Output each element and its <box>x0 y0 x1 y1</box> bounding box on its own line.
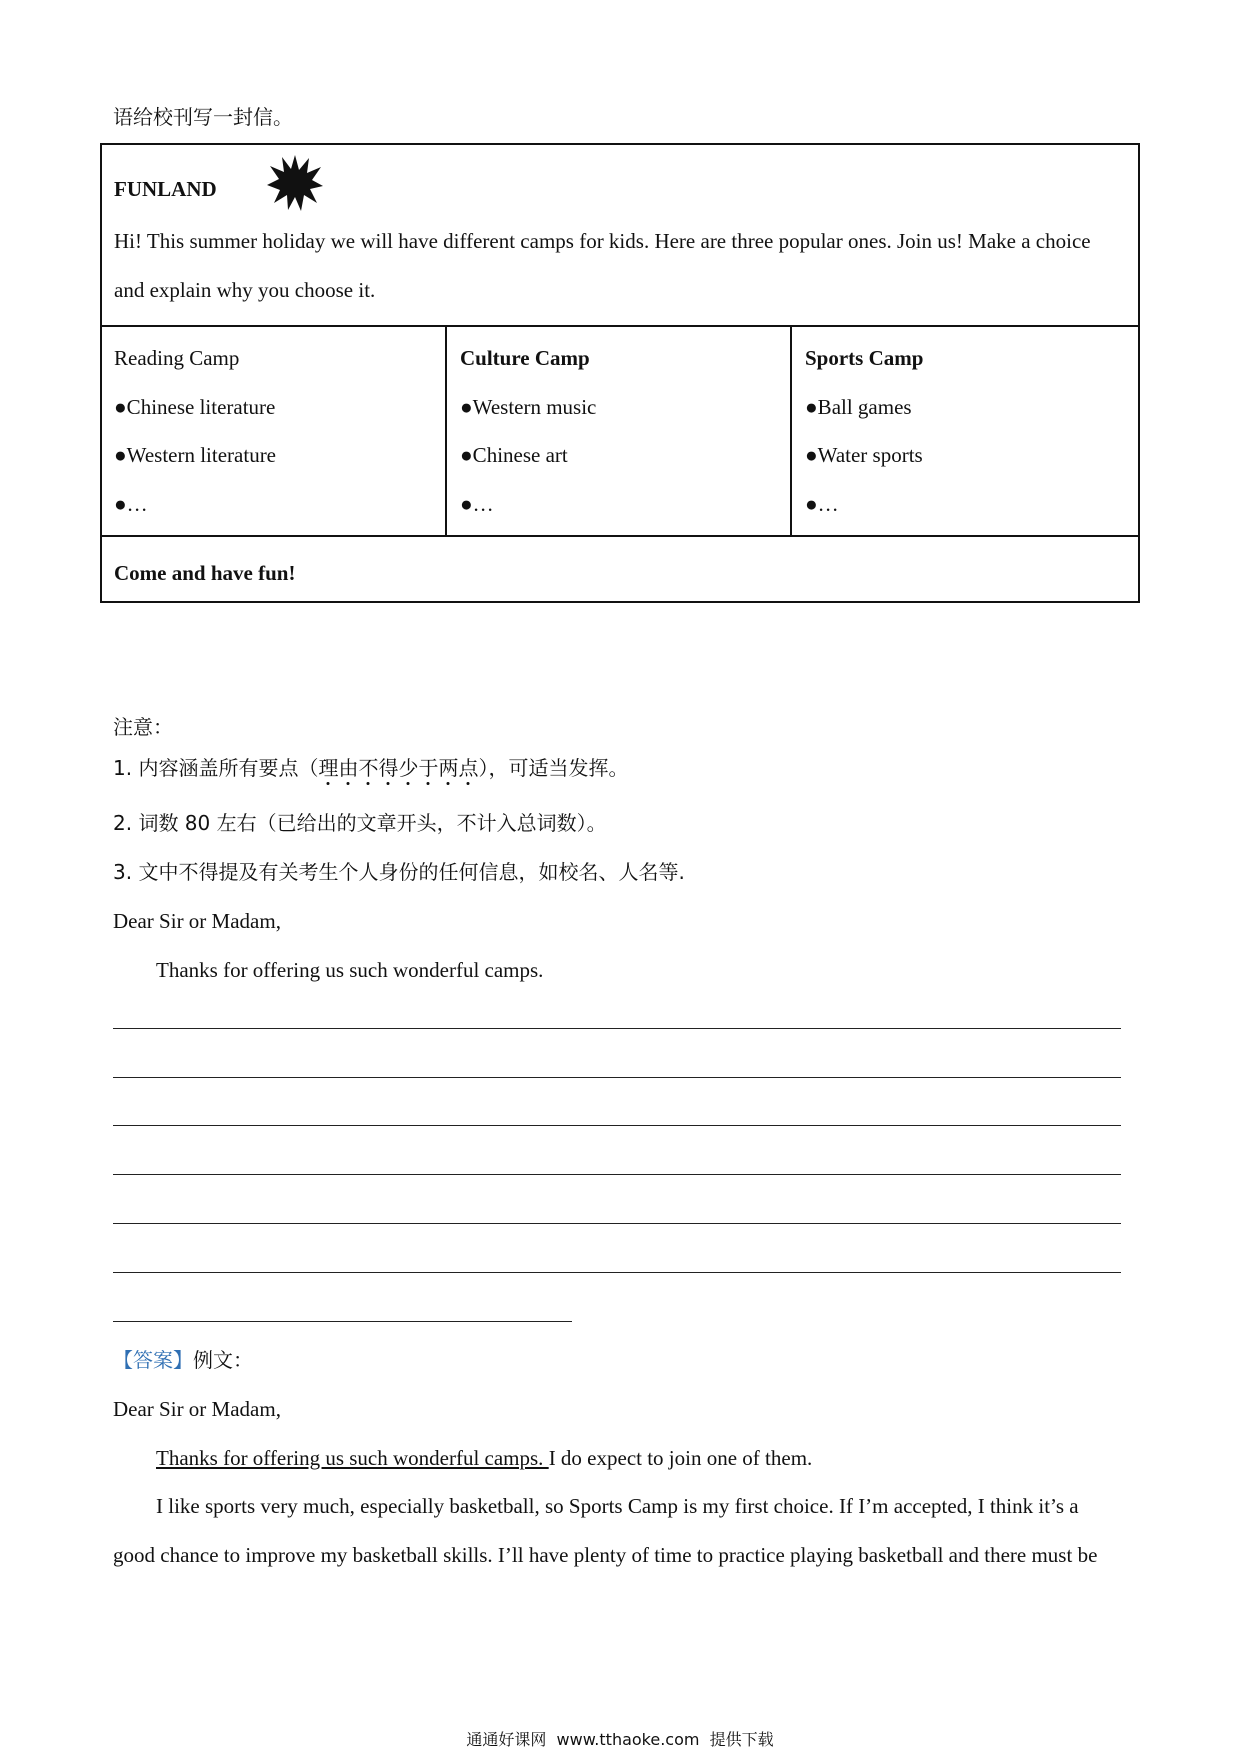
notice-brand: FUNLAND <box>114 177 217 201</box>
answer-greeting: Dear Sir or Madam, <box>113 1397 281 1421</box>
camp-item: ●Ball games <box>805 395 912 419</box>
starburst-icon <box>267 153 323 213</box>
notice-column-divider <box>445 325 447 535</box>
notice-divider-bottom <box>102 535 1138 537</box>
emphasis-char: 不 <box>358 756 379 780</box>
letter-greeting: Dear Sir or Madam, <box>113 909 281 933</box>
emphasis-char: 两 <box>438 756 459 780</box>
emphasis-char: 理 <box>318 756 339 780</box>
answer-opening-rest: I do expect to join one of them. <box>548 1446 813 1470</box>
funland-notice <box>100 143 1140 603</box>
writing-line <box>113 1321 572 1322</box>
notice-divider-top <box>102 325 1138 327</box>
emphasis-char: 点 <box>458 756 479 780</box>
notes-heading: 注意： <box>113 715 173 739</box>
notes-item-2: 2. 词数 80 左右（已给出的文章开头，不计入总词数）。 <box>113 811 607 835</box>
notice-footer: Come and have fun! <box>114 561 296 585</box>
notice-message-line2: and explain why you choose it. <box>114 278 376 302</box>
answer-paragraph-2-line-1: I like sports very much, especially basketball, so Sports Camp is my first choice. If I’m accepted, I think it’s a <box>156 1494 1079 1518</box>
camp-item: ●Western literature <box>114 443 277 467</box>
answer-opening-underlined: Thanks for offering us such wonderful camps. <box>156 1446 549 1470</box>
camp-item: ●… <box>460 492 494 516</box>
writing-line <box>113 1125 1121 1126</box>
emphasis-char: 于 <box>418 756 439 780</box>
notes-item-1-suffix: ），可适当发挥。 <box>478 756 629 780</box>
letter-opening: Thanks for offering us such wonderful camps. <box>156 958 544 982</box>
writing-line <box>113 1077 1121 1078</box>
camp-title: Reading Camp <box>114 346 240 370</box>
camp-item: ●Western music <box>460 395 597 419</box>
camp-item: ●Chinese literature <box>114 395 276 419</box>
writing-line <box>113 1174 1121 1175</box>
intro-text: 语给校刊写一封信。 <box>113 105 293 129</box>
notes-item-1 <box>113 754 628 782</box>
answer-paragraph-1 <box>156 1444 812 1472</box>
answer-label: 例文： <box>193 1348 253 1372</box>
camp-item: ●Chinese art <box>460 443 568 467</box>
writing-line <box>113 1223 1121 1224</box>
camp-item: ●Water sports <box>805 443 923 467</box>
page-footer: 通通好课网 www.tthaoke.com 提供下载 <box>466 1730 774 1749</box>
camp-item: ●… <box>805 492 839 516</box>
answer-paragraph-2-line-2: good chance to improve my basketball skills. I’ll have plenty of time to practice playing basketball and there must be <box>113 1543 1098 1567</box>
camp-title: Culture Camp <box>460 346 590 370</box>
writing-line <box>113 1272 1121 1273</box>
answer-heading <box>113 1346 253 1374</box>
emphasis-char: 得 <box>378 756 399 780</box>
camp-item: ●… <box>114 492 148 516</box>
notice-column-divider <box>790 325 792 535</box>
notes-item-1-prefix: 1. 内容涵盖所有要点（ <box>113 756 319 780</box>
answer-tag: 【答案】 <box>113 1348 193 1372</box>
camp-title: Sports Camp <box>805 346 924 370</box>
emphasis-char: 少 <box>398 756 419 780</box>
notes-item-3: 3. 文中不得提及有关考生个人身份的任何信息，如校名、人名等. <box>113 860 685 884</box>
emphasis-char: 由 <box>338 756 359 780</box>
notice-message-line1: Hi! This summer holiday we will have different camps for kids. Here are three popular ones. Join us! Make a choice <box>114 229 1091 253</box>
writing-line <box>113 1028 1121 1029</box>
